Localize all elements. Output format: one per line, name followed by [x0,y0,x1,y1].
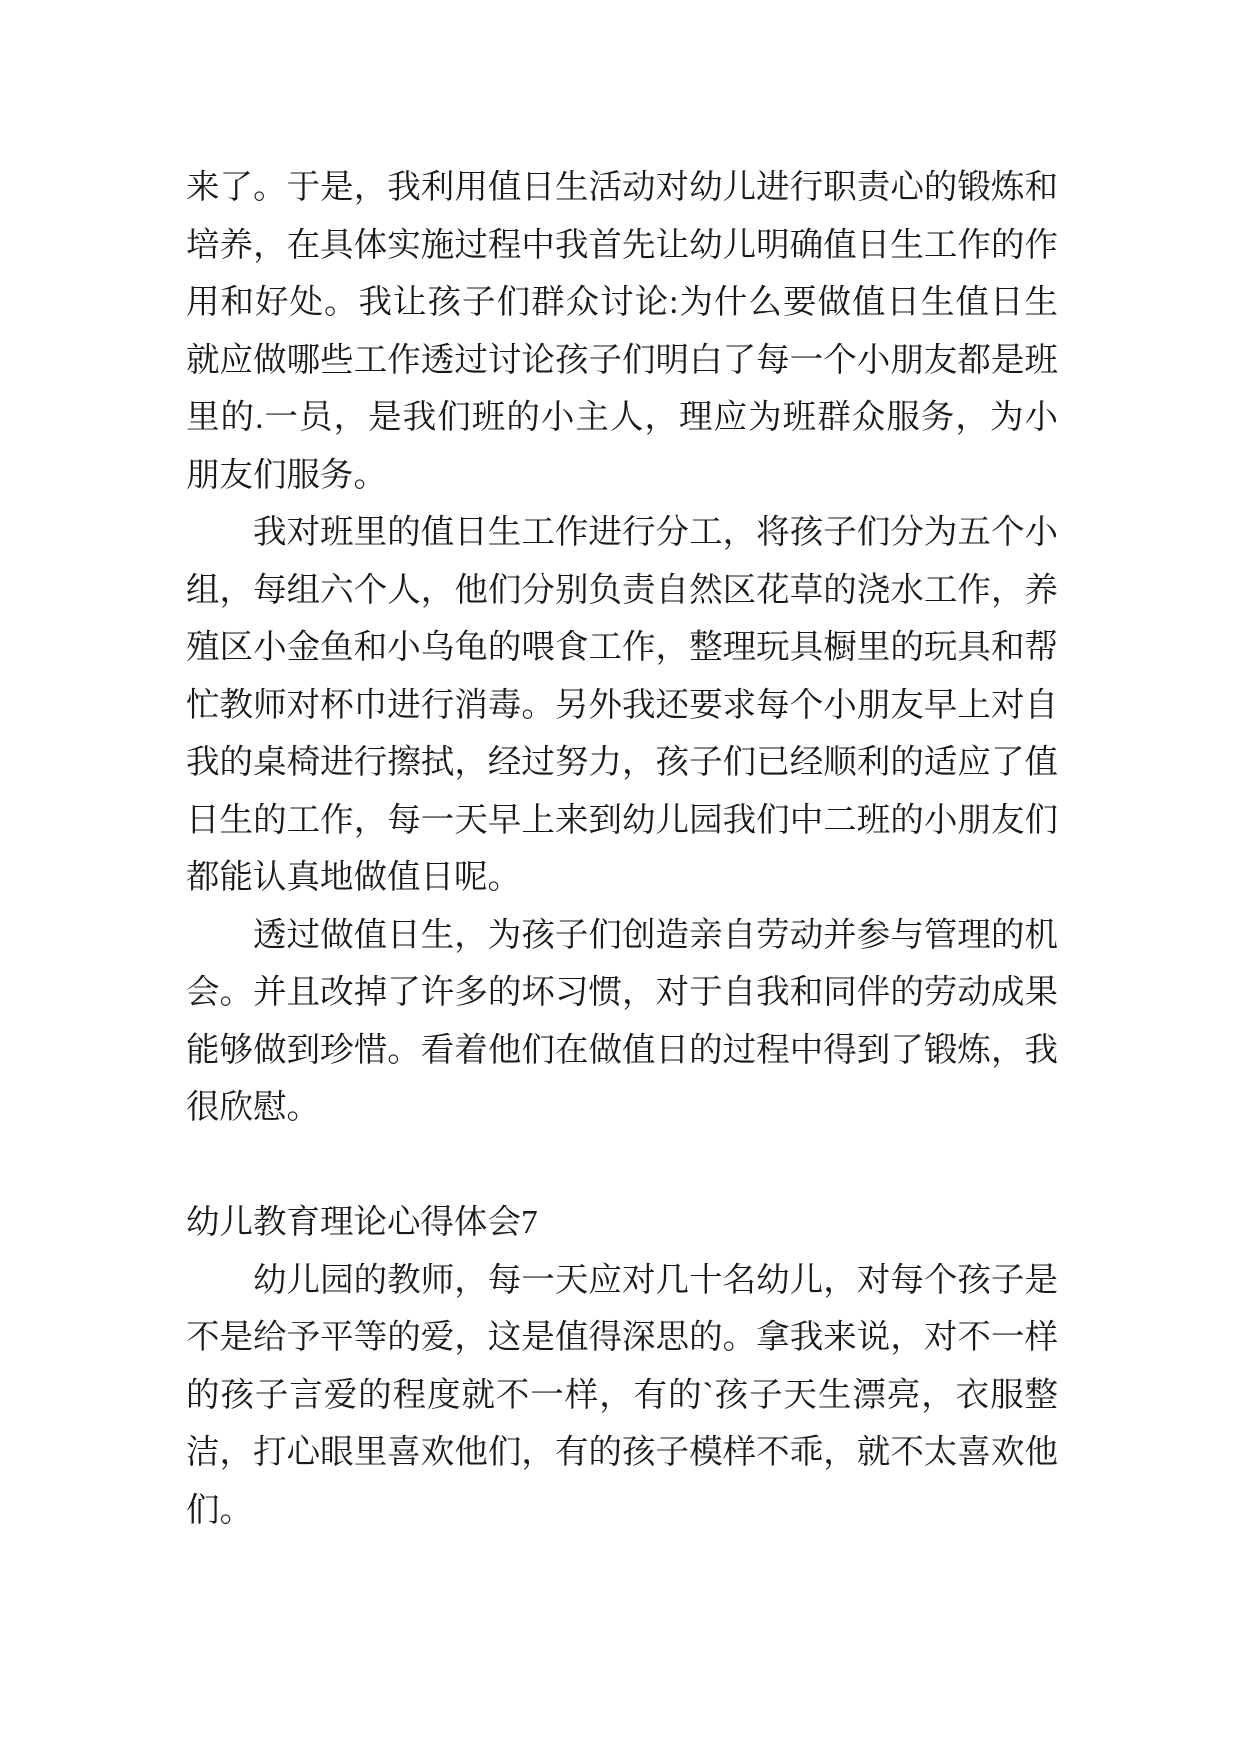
section-heading: 幼儿教育理论心得体会7 [186,1204,538,1241]
paragraph: 来了。于是，我利用值日生活动对幼儿进行职责心的锻炼和培养，在具体实施过程中我首先让幼儿明确值日生工作的作用和好处。我让孩子们群众讨论:为什么要做值日生值日生就应做哪些工作透过讨论孩子们明白了每一个小朋友都是班里的.一员，是我们班的小主人，理应为班群众服务，为小朋友们服务。 [186,169,1058,494]
paragraph: 我对班里的值日生工作进行分工，将孩子们分为五个小组，每组六个人，他们分别负责自然区花草的浇水工作，养殖区小金鱼和小乌龟的喂食工作，整理玩具橱里的玩具和帮忙教师对杯巾进行消毒。另外我还要求每个小朋友早上对自我的桌椅进行擦拭，经过努力，孩子们已经顺利的适应了值日生的工作，每一天早上来到幼儿园我们中二班的小朋友们都能认真地做值日呢。 [186,514,1058,896]
paragraph: 透过做值日生，为孩子们创造亲自劳动并参与管理的机会。并且改掉了许多的坏习惯，对于自我和同伴的劳动成果能够做到珍惜。看着他们在做值日的过程中得到了锻炼，我很欣慰。 [186,916,1058,1126]
document-text-block [186,159,1058,1539]
paragraph: 幼儿园的教师，每一天应对几十名幼儿，对每个孩子是不是给予平等的爱，这是值得深思的。拿我来说，对不一样的孩子言爱的程度就不一样，有的`孩子天生漂亮，衣服整洁，打心眼里喜欢他们，有的孩子模样不乖，就不太喜欢他们。 [186,1261,1058,1529]
